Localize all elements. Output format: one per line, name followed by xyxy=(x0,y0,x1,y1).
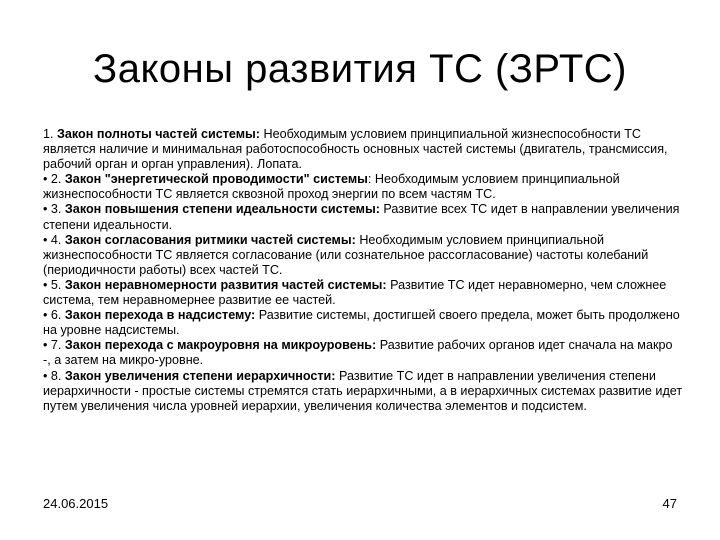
law-number: • 3. xyxy=(43,202,65,217)
law-name: Закон неравномерности развития частей системы: xyxy=(64,277,387,292)
law-number: • 8. xyxy=(43,368,65,383)
law-name: Закон перехода в надсистему: xyxy=(64,308,256,323)
footer-date: 24.06.2015 xyxy=(43,496,109,511)
law-number: • 2. xyxy=(43,172,65,187)
law-name: Закон "энергетической проводимости" системы xyxy=(64,172,368,187)
law-name: Закон полноты частей системы: xyxy=(57,127,260,141)
slide-title: Законы развития ТС (ЗРТС) xyxy=(93,47,627,91)
law-item xyxy=(43,308,683,338)
law-item xyxy=(43,202,683,232)
law-description: Развитие всех ТС идет в направлении увеличения степени идеальности. xyxy=(43,202,680,232)
law-item xyxy=(43,369,683,414)
law-item xyxy=(43,172,683,202)
law-description: Развитие рабочих органов идет сначала на макро -, а затем на микро-уровне. xyxy=(43,338,673,368)
law-name: Закон увеличения степени иерархичности: xyxy=(64,368,336,383)
law-description: Развитие ТС идет в направлении увеличения степени иерархичности - простые системы стремятся стать иерархичными, а в иерархичных системах развитие идет путем увеличения числа уровней иерархии, увеличения количества элементов и подсистем. xyxy=(43,368,683,413)
law-description: Развитие ТС идет неравномерно, чем сложнее система, тем неравномернее развитие ее частей. xyxy=(43,277,667,308)
law-item xyxy=(43,278,683,308)
law-description: Развитие системы, достигшей своего предела, может быть продолжено на уровне надсистемы. xyxy=(43,308,680,338)
law-number: 1. xyxy=(43,127,58,141)
law-name: Закон повышения степени идеальности системы: xyxy=(64,202,380,217)
law-description: Необходимым условием принципиальной жизнеспособности ТС является наличие и минимальная работоспособность основных частей системы (двигатель, трансмиссия, рабочий орган и орган управления). Лопата. xyxy=(43,127,668,172)
law-item xyxy=(43,127,683,172)
law-item xyxy=(43,338,683,368)
law-item xyxy=(43,233,683,278)
law-number: • 6. xyxy=(43,308,65,323)
law-description: : Необходимым условием принципиальной жизнеспособности ТС является сквозной проход энергии по всем частям ТС. xyxy=(43,172,620,202)
law-name: Закон перехода с макроуровня на микроуровень: xyxy=(64,338,377,353)
laws-list xyxy=(43,127,683,414)
law-name: Закон согласования ритмики частей системы: xyxy=(64,232,356,247)
law-number: • 5. xyxy=(43,277,65,292)
law-number: • 4. xyxy=(43,232,65,247)
law-description: Необходимым условием принципиальной жизнеспособности ТС является согласование (или сознательное рассогласование) частоты колебаний (периодичности работы) всех частей ТС. xyxy=(43,232,649,277)
page-number: 47 xyxy=(662,496,677,511)
law-number: • 7. xyxy=(43,338,65,353)
